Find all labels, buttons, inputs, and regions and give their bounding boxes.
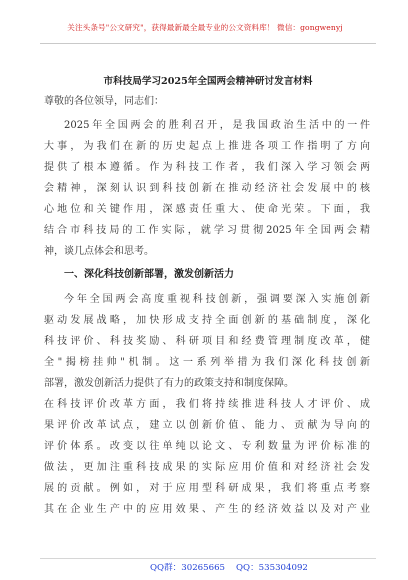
paragraph-line: 果评价改革试点，建立以创新价值、能力、贡献为导向的 <box>44 420 370 431</box>
paragraph-line: 科技评价、科技奖励、科研项目和经费管理制度改革，健 <box>44 336 370 347</box>
paragraph-line: 心地位和关键作用，深感责任重大、使命光荣。下面，我 <box>44 204 370 215</box>
paragraph-line: 展的贡献。例如，对于应用型科研成果，我们将重点考察 <box>44 483 370 494</box>
paragraph-line: 大事，为我们在新的历史起点上推进各项工作指明了方向 <box>44 141 370 152</box>
paragraph-line: 部署，激发创新活力提供了有力的政策支持和制度保障。 <box>44 378 294 389</box>
document-title: 市科技局学习2025年全国两会精神研讨发言材料 <box>103 76 313 87</box>
salutation: 尊敬的各位领导，同志们： <box>44 96 164 107</box>
header-divider <box>40 43 376 44</box>
paragraph-line: 今年全国两会高度重视科技创新，强调要深入实施创新 <box>64 294 370 305</box>
paragraph-line: 提供了根本遵循。作为科技工作者，我们深入学习领会两 <box>44 162 370 173</box>
paragraph-line: 神，谈几点体会和思考。 <box>44 246 154 257</box>
paragraph-line: 2025年全国两会的胜利召开，是我国政治生活中的一件 <box>64 120 370 131</box>
paragraph-line: 评价体系。改变以往单纯以论文、专利数量为评价标准的 <box>44 441 370 452</box>
paragraph-line: 在科技评价改革方面，我们将持续推进科技人才评价、成 <box>44 399 370 410</box>
footer-qq-number: QQ：535304092 <box>236 563 308 573</box>
footer-divider <box>40 558 376 559</box>
paragraph-line: 全"揭榜挂帅"机制。这一系列举措为我们深化科技创新 <box>44 357 370 368</box>
header-banner: 关注头条号"公文研究"，获得最新最全最专业的公文资料库！ 微信：gongwenyj <box>67 23 343 32</box>
paragraph-line: 做法，更加注重科技成果的实际应用价值和对经济社会发 <box>44 462 370 473</box>
section-heading: 一、深化科技创新部署，激发创新活力 <box>64 269 234 280</box>
footer-qq-group: QQ群：30265665 <box>150 563 226 573</box>
paragraph-line: 结合市科技局的工作实际，就学习贯彻2025年全国两会精 <box>44 225 370 236</box>
paragraph-line: 会精神，深刻认识到科技创新在推动经济社会发展中的核 <box>44 183 370 194</box>
paragraph-line: 驱动发展战略，加快形成支持全面创新的基础制度，深化 <box>44 315 370 326</box>
paragraph-line: 其在企业生产中的应用效果、产生的经济效益以及对产业 <box>44 504 370 515</box>
